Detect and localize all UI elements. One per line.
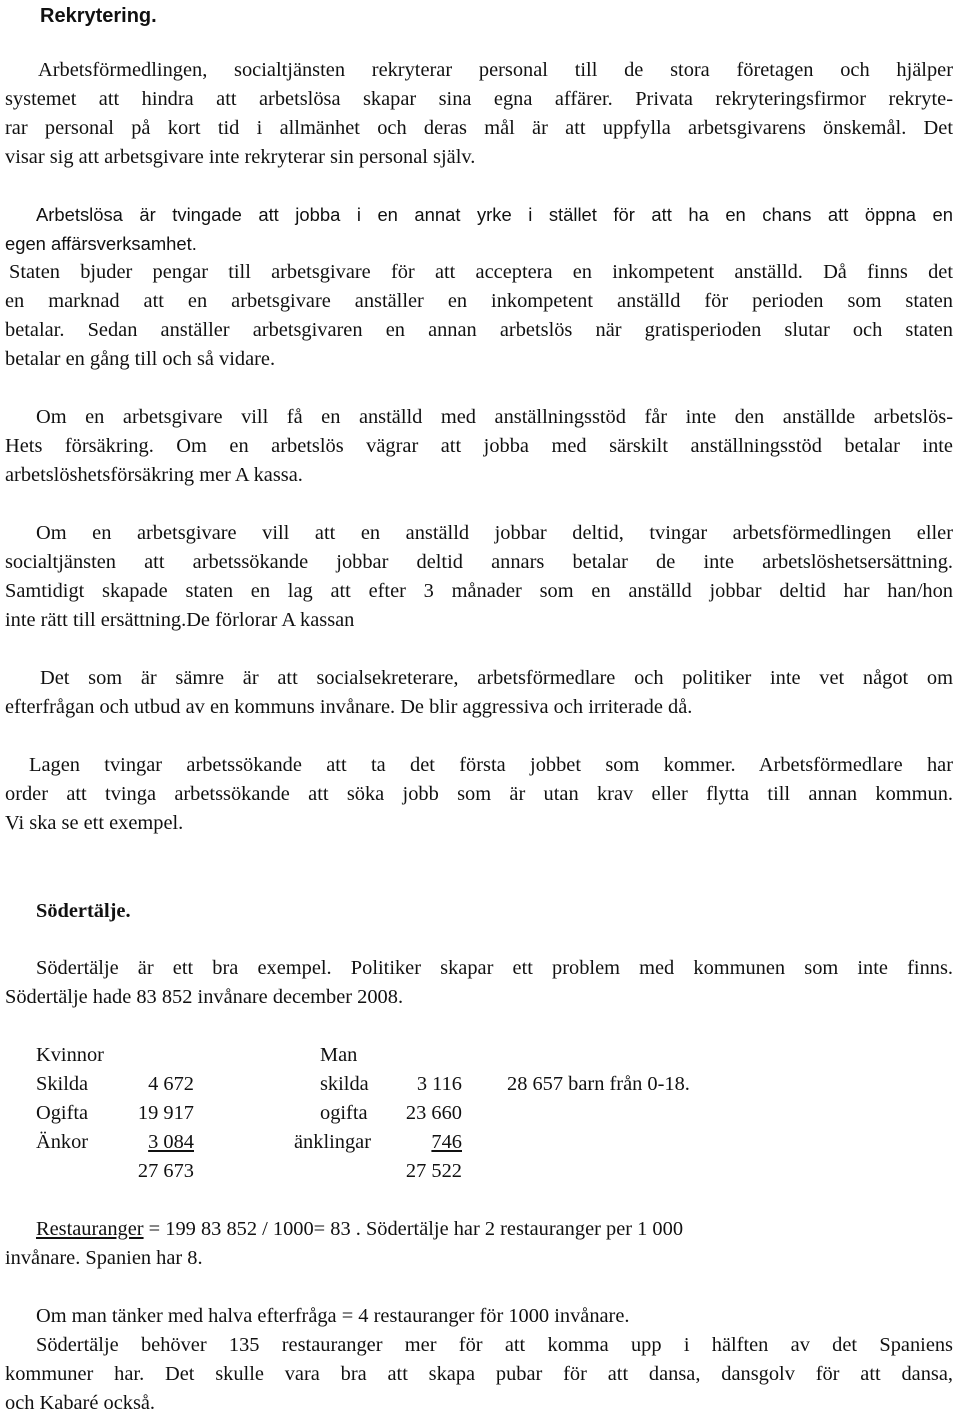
paragraph-recruitment: [5, 56, 953, 172]
paragraph-half-demand: [5, 1302, 953, 1331]
text-line: visar sig att arbetsgivare inte rekryterar sin personal själv.: [5, 146, 476, 168]
text-line: Södertälje är ett bra exempel. Politiker skapar ett problem med kommunen som inte finns.: [36, 957, 953, 979]
text-line: arbetslöshetsförsäkring mer A kassa.: [5, 464, 303, 486]
paragraph-law: [5, 751, 953, 838]
table-row-label-women: Ogifta: [36, 1102, 89, 1124]
table-total-men: 27 522: [405, 1160, 462, 1182]
table-header-men: Man: [320, 1044, 358, 1066]
table-total-women: 27 673: [137, 1160, 194, 1182]
text-line: Staten bjuder pengar till arbetsgivare för att acceptera en inkompetent anställd. Då finns det: [9, 261, 953, 283]
text-line: systemet att hindra att arbetslösa skapar sina egna affärer. Privata rekryteringsfirmor rekryte-: [5, 88, 953, 110]
text-line: Samtidigt skapade staten en lag att efter 3 månader som en anställd jobbar deltid har han/hon: [5, 580, 953, 602]
text-line: egen affärsverksamhet.: [5, 233, 197, 254]
heading-rekrytering: Rekrytering.: [40, 5, 157, 27]
paragraph-sodertalje: [5, 954, 953, 1012]
text-line: inte rätt till ersättning.De förlorar A kassan: [5, 609, 355, 631]
restaurants-line: [36, 1215, 683, 1244]
paragraph-employment-support: [5, 403, 953, 490]
table-row-label-men: skilda: [320, 1073, 369, 1095]
paragraph-needs: [5, 1331, 953, 1418]
table-cell-men-value: 746: [431, 1131, 462, 1153]
text-line: och Kabaré också.: [5, 1392, 156, 1414]
table-note-children: 28 657 barn från 0-18.: [507, 1073, 690, 1095]
paragraph-part-time: [5, 519, 953, 635]
table-row-label-women: Skilda: [36, 1073, 89, 1095]
text-line: Arbetslösa är tvingade att jobba i en annat yrke i stället för att ha en chans att öppna en: [36, 204, 953, 225]
text-line: Vi ska se ett exempel.: [5, 812, 184, 834]
text-line: Det som är sämre är att socialsekreterare, arbetsförmedlare och politiker inte vet något om: [40, 667, 953, 689]
text-line: en marknad att en arbetsgivare anställer en inkompetent anställd för perioden som staten: [5, 290, 953, 312]
paragraph-social-workers: [5, 664, 953, 722]
restaurants-calculation: = 199 83 852 / 1000= 83 . Södertälje har 2 restauranger per 1 000: [143, 1218, 684, 1240]
table-cell-women-value: 4 672: [148, 1073, 194, 1095]
text-line: Om en arbetsgivare vill få en anställd med anställningsstöd får inte den anställde arbetslös-: [36, 406, 953, 428]
text-line: order att tvinga arbetssökande att söka jobb som är utan krav eller flytta till annan kommun.: [5, 783, 953, 805]
text-line: Om en arbetsgivare vill att en anställd jobbar deltid, tvingar arbetsförmedlingen eller: [36, 522, 953, 544]
text-line: betalar en gång till och så vidare.: [5, 348, 276, 370]
text-line: betalar. Sedan anställer arbetsgivaren en annan arbetslös när gratisperioden slutar och staten: [5, 319, 953, 341]
text-line: kommuner har. Det skulle vara bra att skapa pubar för att dansa, dansgolv för att dansa,: [5, 1363, 953, 1385]
table-cell-men-value: 23 660: [405, 1102, 462, 1124]
text-line: socialtjänsten att arbetssökande jobbar deltid annars betalar de inte arbetslöshetsersättning.: [5, 551, 953, 573]
table-cell-women-value: 3 084: [148, 1131, 194, 1153]
text-line: Södertälje hade 83 852 invånare december 2008.: [5, 986, 404, 1008]
text-line: Södertälje behöver 135 restauranger mer för att komma upp i hälften av det Spaniens: [36, 1334, 953, 1356]
table-cell-men-value: 3 116: [416, 1073, 462, 1095]
table-cell-women-value: 19 917: [137, 1102, 194, 1124]
text-line: rar personal på kort tid i allmänhet och deras mål är att uppfylla arbetsgivarens önskemål. Det: [5, 117, 953, 139]
table-row-label-men: ogifta: [320, 1102, 368, 1124]
table-header-women: Kvinnor: [36, 1044, 104, 1066]
paragraph-state-money: [5, 258, 953, 374]
paragraph-unemployed: [5, 200, 953, 258]
restaurants-line-2: invånare. Spanien har 8.: [5, 1247, 203, 1269]
table-row-label-men: änklingar: [294, 1131, 372, 1153]
text-line: Om man tänker med halva efterfråga = 4 restauranger för 1000 invånare.: [36, 1305, 630, 1327]
text-line: Hets försäkring. Om en arbetslös vägrar att jobba med särskilt anställningsstöd betalar inte: [5, 435, 953, 457]
table-row-label-women: Änkor: [36, 1131, 89, 1153]
text-line: Arbetsförmedlingen, socialtjänsten rekryterar personal till de stora företagen och hjälper: [38, 59, 953, 81]
heading-sodertalje: Södertälje.: [36, 900, 131, 922]
text-line: Lagen tvingar arbetssökande att ta det första jobbet som kommer. Arbetsförmedlare har: [29, 754, 953, 776]
restaurants-label: Restauranger: [36, 1218, 144, 1240]
text-line: efterfrågan och utbud av en kommuns invånare. De blir aggressiva och irriterade då.: [5, 696, 693, 718]
